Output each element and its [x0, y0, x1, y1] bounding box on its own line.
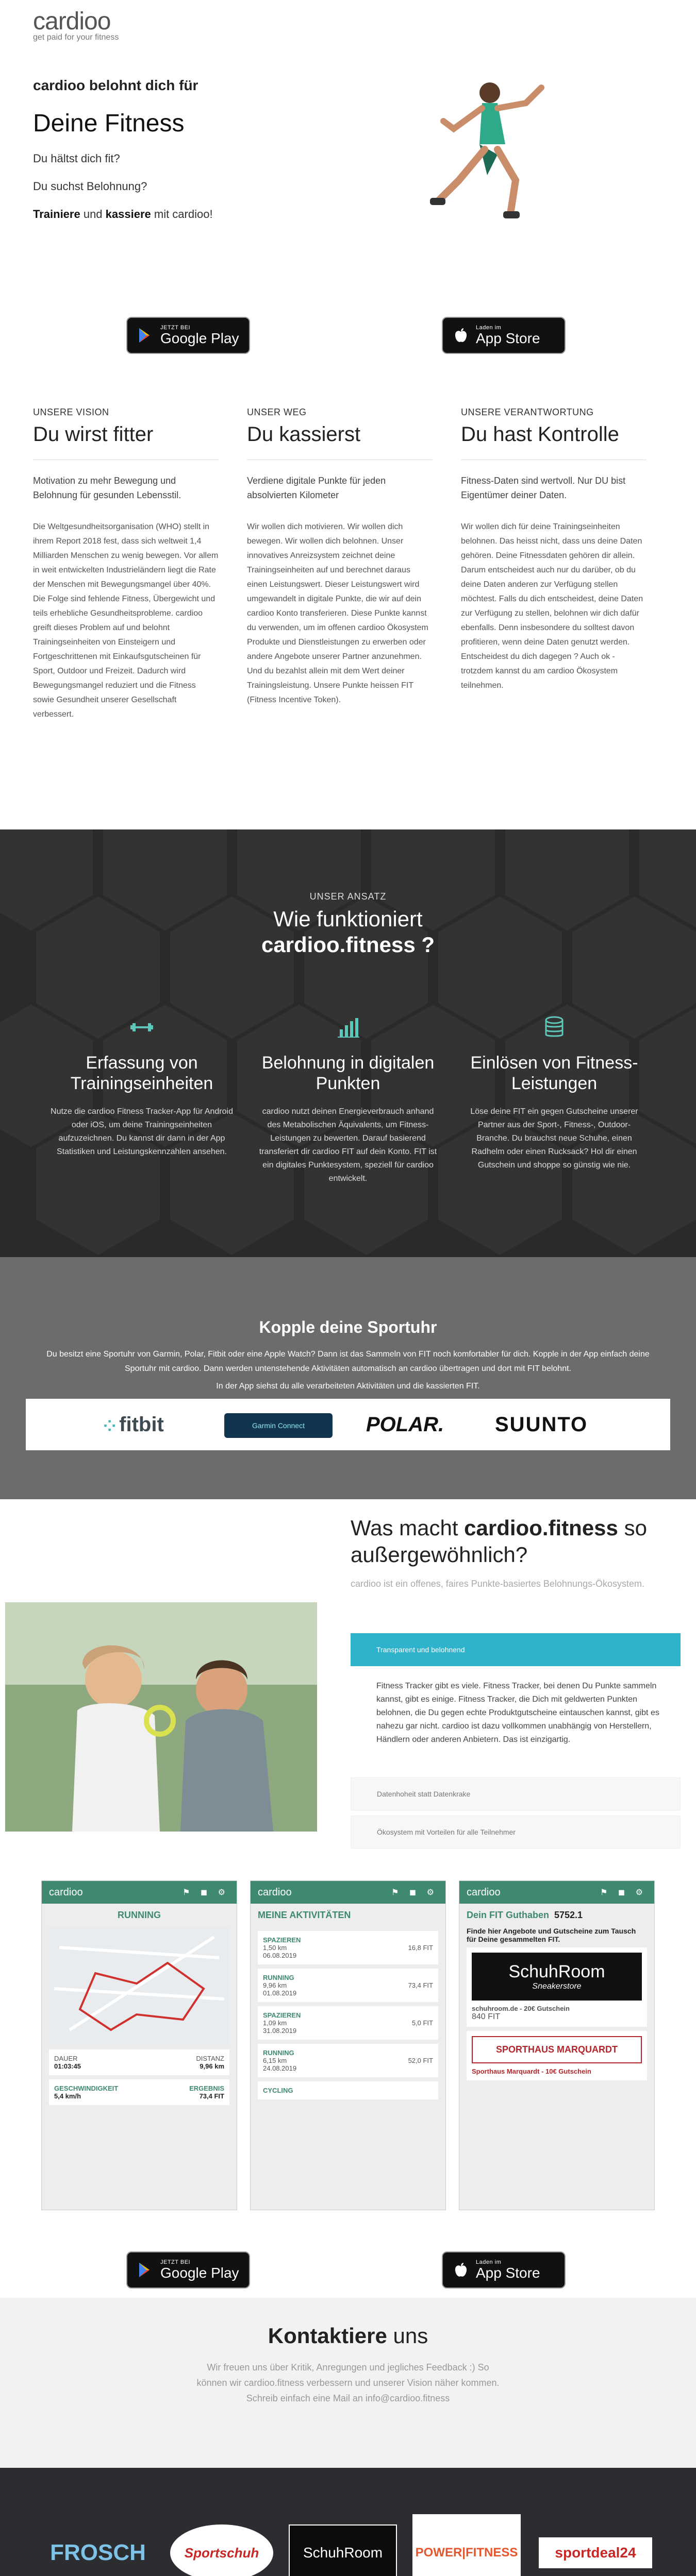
google-play-small: JETZT BEI	[160, 2259, 191, 2265]
sport-text-1: Du besitzt eine Sportuhr von Garmin, Polar, Fitbit oder eine Apple Watch? Dann ist das Sammeln von FIT noch komfortabler für dich. Kopple in der App einfach deine Sportuhr mit cardioo. Dann werden untenstehende Aktivitäten automatisch an cardioo übertragen und dort mit FIT belohnt.	[46, 1350, 650, 1373]
balance-label: Dein FIT Guthaben	[467, 1910, 549, 1920]
partner-sportschuh[interactable]	[165, 2514, 278, 2576]
offer-schuhroom[interactable]	[467, 1947, 647, 2027]
google-play-button[interactable]	[126, 317, 250, 354]
hero-section	[0, 0, 696, 309]
apple-icon	[452, 2261, 470, 2279]
shop-promo: Finde hier Angebote und Gutscheine zum Tausch für Deine gesammelten FIT.	[467, 1927, 636, 1943]
column-title: Du wirst fitter	[33, 423, 154, 446]
approach-title-2: cardioo.fitness ?	[261, 933, 435, 957]
store-badges-bottom	[0, 2251, 696, 2293]
contact-title	[0, 2324, 696, 2348]
sport-text	[31, 1347, 665, 1394]
activity-type: RUNNING	[263, 2049, 294, 2057]
stat-label: ERGEBNIS	[189, 2084, 224, 2092]
apple-icon	[452, 327, 470, 344]
couple-photo-art	[5, 1602, 317, 1832]
app-bar	[459, 1881, 654, 1904]
partner-label: FROSCH	[50, 2540, 146, 2565]
offer-fit: 840 FIT	[472, 2012, 501, 2021]
app-bar-icons: ⚑ ◼ ⚙	[600, 1888, 647, 1897]
hero-word-trainiere: Trainiere	[33, 208, 80, 221]
stat-value: 73,4 FIT	[199, 2092, 224, 2100]
stat-value: 01:03:45	[54, 2062, 81, 2070]
google-play-button[interactable]	[126, 2251, 250, 2289]
column-title: Du kassierst	[247, 423, 361, 446]
hero-kicker: cardioo belohnt dich für	[33, 77, 198, 93]
app-bar	[251, 1881, 445, 1904]
partner-sportdeal24[interactable]	[536, 2514, 655, 2576]
stat-label: GESCHWINDIGKEIT	[54, 2084, 119, 2092]
app-store-button[interactable]	[442, 2251, 566, 2289]
offer-title: Sporthaus Marquardt - 10€ Gutschein	[472, 2067, 591, 2075]
store-badges-top	[0, 317, 696, 358]
activity-type: RUNNING	[263, 1974, 294, 1981]
app-bar	[42, 1881, 237, 1904]
activity-item[interactable]	[258, 2044, 438, 2077]
feature-title: Erfassung von Trainingseinheiten	[70, 1053, 213, 1093]
brand-polar-label: POLAR.	[366, 1413, 444, 1436]
accordion-item-transparent[interactable]: Transparent und belohnend	[351, 1633, 681, 1666]
activity-date: 06.08.2019	[263, 1952, 297, 1959]
brand-garmin-label: Garmin Connect	[252, 1421, 305, 1430]
run-result-card	[49, 2079, 229, 2105]
activity-date: 01.08.2019	[263, 1989, 297, 1997]
balance-value: 5752.1	[554, 1910, 583, 1920]
screen-shop	[459, 1880, 655, 2210]
accordion-body: Fitness Tracker gibt es viele. Fitness Tracker, bei denen Du Punkte sammeln kannst, gibt es einige. Fitness Tracker, die Dich mit geldwerten Punkten belohnen, die Du gegen echte Produktgutscheine eintauschen kannst, gibt es nahezu gar nicht. cardioo ist dazu vollkommen unabhängig von Herstellern, Händlern oder anderen Anbietern. Das ist einzigartig.	[376, 1682, 659, 1744]
app-store-big: App Store	[476, 330, 540, 346]
screen-running	[41, 1880, 237, 2210]
column-verantwortung	[461, 407, 647, 693]
column-title: Du hast Kontrolle	[461, 423, 619, 446]
activity-item[interactable]	[258, 2006, 438, 2040]
schuhroom-logo-a: Schuh	[508, 1962, 558, 1981]
partner-label: Sportschuh	[170, 2524, 273, 2576]
activity-item[interactable]	[258, 2081, 438, 2099]
logo-tagline: get paid for your fitness	[33, 33, 119, 42]
values-section	[33, 407, 667, 799]
activity-date: 24.08.2019	[263, 2064, 297, 2072]
partner-schuhroom[interactable]	[289, 2514, 397, 2576]
accordion-item-data[interactable]	[351, 1777, 681, 1810]
activity-km: 1,50 km	[263, 1944, 287, 1952]
column-kicker: UNSERE VERANTWORTUNG	[461, 407, 594, 417]
feature-tracking	[49, 1015, 235, 1159]
activity-km: 9,96 km	[263, 1981, 287, 1989]
couple-photo	[5, 1602, 317, 1832]
column-lead: Fitness-Daten sind wertvoll. Nur DU bist Eigentümer deiner Daten.	[461, 476, 626, 500]
approach-kicker: UNSER ANSATZ	[309, 891, 387, 902]
accordion-head-data[interactable]: Datenhoheit statt Datenkrake	[351, 1777, 681, 1810]
partner-label: sportdeal24	[539, 2537, 652, 2568]
feature-title: Einlösen von Fitness-Leistungen	[470, 1053, 638, 1093]
hero-word-und: und	[80, 208, 106, 221]
app-store-button[interactable]	[442, 317, 566, 354]
contact-section	[0, 2298, 696, 2468]
sport-watch-section	[0, 1257, 696, 1499]
stat-value: 5,4 km/h	[54, 2092, 81, 2100]
brand-fitbit-label: fitbit	[119, 1413, 164, 1436]
app-store-big: App Store	[476, 2265, 540, 2281]
column-lead: Verdiene digitale Punkte für jeden absolvierten Kilometer	[247, 476, 386, 500]
accordion-head-ecosystem[interactable]: Ökosystem mit Vorteilen für alle Teilnehmer	[351, 1816, 681, 1849]
schuhroom-logo-sub: Sneakerstore	[532, 1982, 582, 1991]
fitbit-dots-icon: ⁘	[103, 1418, 117, 1435]
stat-label: DISTANZ	[196, 2055, 224, 2062]
balance-row	[459, 1904, 654, 1927]
hero-line-3	[33, 208, 353, 221]
google-play-big: Google Play	[160, 330, 239, 346]
google-play-icon	[137, 2261, 154, 2279]
screen-activities	[250, 1880, 446, 2210]
database-icon	[542, 1015, 567, 1040]
hero-title: Deine Fitness	[33, 110, 185, 137]
stat-label: DAUER	[54, 2055, 78, 2062]
marquardt-logo: SPORTHAUS MARQUARDT	[472, 2036, 642, 2063]
column-kicker: UNSER WEG	[247, 407, 307, 417]
app-bar-title: cardioo	[467, 1886, 501, 1898]
why-subtitle: cardioo ist ein offenes, faires Punkte-basiertes Belohnungs-Ökosystem.	[351, 1579, 644, 1589]
hero-word-end: mit cardioo!	[151, 208, 213, 221]
app-bar-title: cardioo	[49, 1886, 83, 1898]
logo-word: cardioo	[33, 8, 111, 35]
activity-fit: 5,0 FIT	[411, 2019, 433, 2027]
route-map-art	[49, 1927, 230, 2045]
feature-text: Nutze die cardioo Fitness Tracker-App für Android oder iOS, um deine Trainingseinheiten aufzuzeichnen. Du kannst dir dann in der App Statistiken und Leistungskennzahlen ansehen.	[51, 1107, 233, 1156]
brand-suunto-label: SUUNTO	[495, 1413, 588, 1436]
partner-label: POWER|FITNESS	[412, 2514, 521, 2576]
column-kicker: UNSERE VISION	[33, 407, 109, 417]
offer-marquardt[interactable]	[467, 2031, 647, 2080]
partner-frosch[interactable]	[36, 2514, 160, 2576]
dumbbell-icon	[129, 1015, 154, 1040]
column-weg	[247, 407, 433, 707]
approach-section	[0, 829, 696, 1257]
feature-text: cardioo nutzt deinen Energieverbrauch anhand des Metabolischen Äquivalents, um Fitness-Leistungen zu bewerten. Darauf basierend transferiert dir cardioo FIT auf dein Konto. FIT ist ein digitales Punktesystem, speziell für cardioo entwickelt.	[259, 1107, 437, 1183]
app-bar-title: cardioo	[258, 1886, 292, 1898]
logo[interactable]	[33, 9, 119, 42]
activity-item[interactable]	[258, 1931, 438, 1964]
activity-fit: 16,8 FIT	[408, 1944, 433, 1952]
google-play-icon	[137, 327, 154, 344]
feature-title: Belohnung in digitalen Punkten	[261, 1053, 435, 1093]
hero-text	[33, 77, 353, 221]
why-title-b: cardioo.fitness	[464, 1516, 618, 1540]
sport-title: Kopple deine Sportuhr	[259, 1318, 437, 1336]
activity-fit: 52,0 FIT	[408, 2057, 433, 2064]
column-vision	[33, 407, 219, 722]
stat-value: 9,96 km	[200, 2062, 224, 2070]
google-play-big: Google Play	[160, 2265, 239, 2281]
brand-polar[interactable]	[366, 1413, 444, 1436]
sport-text-2: In der App siehst du alle verarbeiteten Aktivitäten und die kassierten FIT.	[216, 1382, 480, 1391]
activities-head: MEINE AKTIVITÄTEN	[258, 1910, 351, 1920]
activity-km: 6,15 km	[263, 2057, 287, 2064]
hero-word-kassiere: kassiere	[105, 208, 151, 221]
brand-fitbit[interactable]	[103, 1413, 164, 1436]
contact-title-a: Kontaktiere	[268, 2324, 387, 2348]
feature-redeem	[461, 1015, 647, 1172]
accordion	[351, 1633, 681, 1757]
column-body: Wir wollen dich für deine Trainingseinheiten belohnen. Das heisst nicht, dass uns deine Daten gehören. Deine Fitnessdaten gehören dir allein. Darum entscheidest auch nur du darüber, ob du deine Daten anderen zur Verfügung stellen möchtest. Falls du dich entscheidest, deine Daten zur Verfügung zu stellen, belohnen wir dich dafür ebenfalls. Denn insbesondere du solltest davon profitieren, wenn deine Daten genutzt werden. Entscheidest du dich dagegen ? Auch ok - trotzdem kannst du am cardioo Ökosystem teilnehmen.	[461, 522, 643, 690]
why-title-c: so außergewöhnlich?	[351, 1516, 647, 1567]
why-section	[0, 1499, 696, 1860]
activity-type: CYCLING	[263, 2087, 293, 2094]
app-bar-icons: ⚑ ◼ ⚙	[391, 1888, 438, 1897]
brand-suunto[interactable]	[495, 1413, 588, 1436]
brand-garmin[interactable]	[224, 1413, 333, 1438]
brand-bar	[26, 1399, 670, 1450]
approach-title-1: Wie funktioniert	[273, 907, 423, 931]
feature-text: Löse deine FIT ein gegen Gutscheine unserer Partner aus der Sport-, Fitness-, Outdoor-Branche. Du brauchst neue Schuhe, einen Radhelm oder einen Rucksack? Hol dir einen Gutschein und shoppe so günstig wie nie.	[470, 1107, 638, 1170]
contact-text: Wir freuen uns über Kritik, Anregungen und jegliches Feedback :) So können wir cardioo.fitness verbessern und unserer Vision näher kommen. Schreib einfach eine Mail an info@cardioo.fitness	[196, 2362, 500, 2403]
offer-title: schuhroom.de - 20€ Gutschein	[472, 2005, 570, 2012]
activity-type: SPAZIEREN	[263, 1936, 301, 1944]
activity-km: 1,09 km	[263, 2019, 287, 2027]
column-body: Die Weltgesundheitsorganisation (WHO) stellt in ihrem Report 2018 fest, dass sich weltweit 1,4 Milliarden Menschen zu wenig bewegen. Vor allem in weit entwickelten Industrieländern liegt die Rate der Menschen mit Bewegungsmangel über 40%. Die Folge sind fehlende Fitness, Übergewicht und teils erhebliche Gesundheitsprobleme. cardioo greift dieses Problem auf und belohnt Trainingseinheiten von Einsteigern und Fortgeschrittenen mit Einkaufsgutscheinen für Sport, Outdoor und Freizeit. Dadurch wird Bewegungsmangel reduziert und die Fitness sowie Gesundheit unserer Gesellschaft verbessert.	[33, 522, 219, 719]
accordion-item-ecosystem[interactable]	[351, 1816, 681, 1849]
hero-line-2: Du suchst Belohnung?	[33, 180, 147, 193]
activity-date: 31.08.2019	[263, 2027, 297, 2035]
column-lead: Motivation zu mehr Bewegung und Belohnung für gesunden Lebensstil.	[33, 476, 181, 500]
why-title	[351, 1515, 696, 1568]
feature-reward	[255, 1015, 441, 1185]
activity-item[interactable]	[258, 1969, 438, 2002]
contact-title-b: uns	[387, 2324, 428, 2348]
app-bar-icons: ⚑ ◼ ⚙	[183, 1888, 229, 1897]
hero-line-1: Du hältst dich fit?	[33, 152, 120, 165]
app-store-small: Laden im	[476, 2259, 502, 2265]
schuhroom-logo-b: Room	[558, 1962, 605, 1981]
activity-fit: 73,4 FIT	[408, 1981, 433, 1989]
app-store-small: Laden im	[476, 325, 502, 331]
app-screens-section	[0, 1880, 696, 2210]
schuhroom-logo	[472, 1953, 642, 2001]
run-stats-card	[49, 2049, 229, 2075]
route-map	[49, 1927, 229, 2045]
activity-type: SPAZIEREN	[263, 2011, 301, 2019]
partner-label: SchuhRoom	[289, 2524, 397, 2576]
runner-image	[387, 72, 557, 227]
google-play-small: JETZT BEI	[160, 325, 191, 331]
why-title-a: Was macht	[351, 1516, 465, 1540]
bar-chart-icon	[336, 1015, 360, 1040]
run-head: RUNNING	[118, 1910, 161, 1920]
partner-powerfitness[interactable]	[412, 2514, 521, 2576]
partners-section	[0, 2468, 696, 2576]
column-body: Wir wollen dich motivieren. Wir wollen dich bewegen. Wir wollen dich belohnen. Unser innovatives Anreizsystem zeichnet deine Trainingseinheiten auf und berechnet daraus einen Leistungswert. Dieser Leistungswert wird umgewandelt in digitale Punkte, die wir auf dein cardioo Konto transferieren. Diese Punkte kannst du verwenden, um im offenen cardioo Ökosystem Produkte und Dienstleistungen zu erwerben oder andere Angebote unserer Partner anzunehmen. Und du bezahlst allein mit dem Wert deiner Trainingsleistung. Unsere Punkte heissen FIT (Fitness Incentive Token).	[247, 522, 428, 704]
